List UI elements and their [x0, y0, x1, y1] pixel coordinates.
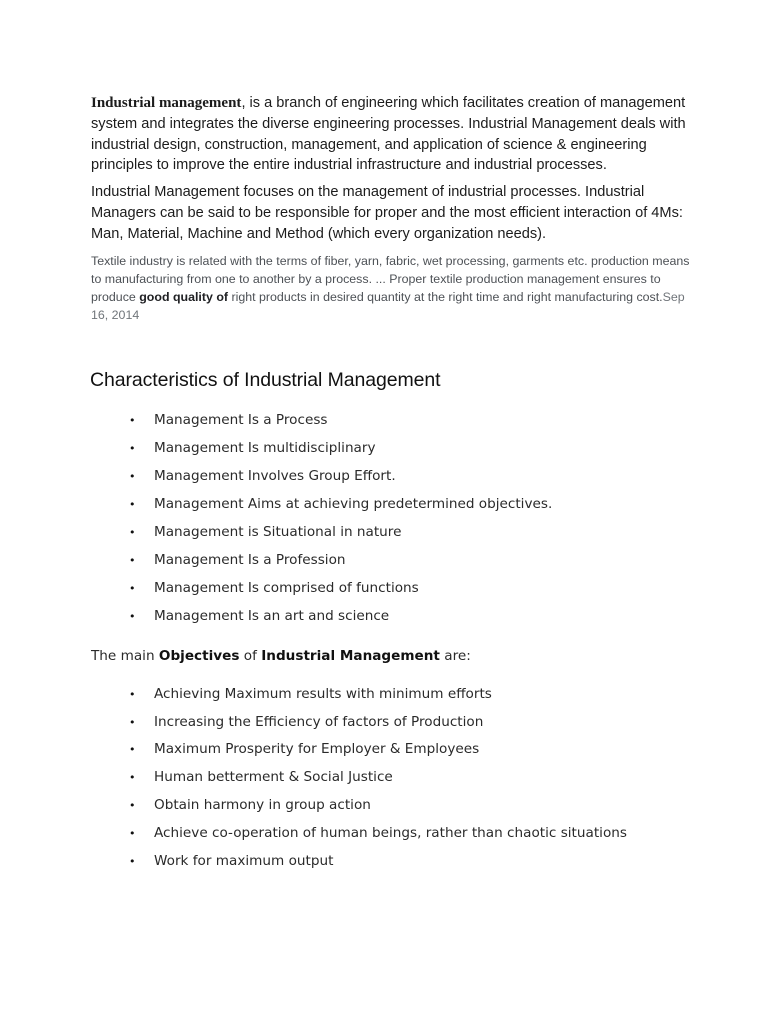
list-item-text: Management Aims at achieving predetermined objectives. — [154, 496, 553, 513]
list-item-text: Management Is a Process — [154, 412, 328, 429]
list-item — [90, 764, 691, 792]
list-item-text: Human betterment & Social Justice — [154, 769, 393, 786]
list-item — [90, 603, 691, 631]
list-item — [90, 848, 691, 876]
objectives-list — [91, 681, 691, 876]
bullet-icon: • — [129, 609, 136, 623]
bullet-icon: • — [129, 799, 136, 813]
list-item — [90, 792, 691, 820]
bullet-icon: • — [129, 470, 136, 484]
textile-snippet-text: Textile industry is related with the terms of fiber, yarn, fabric, wet processing, garments etc. production means to manufacturing from one to another by a process. ... Proper textile production management ensures to produce — [91, 253, 690, 304]
list-item-text: Management is Situational in nature — [154, 524, 402, 541]
list-item-text: Achieving Maximum results with minimum efforts — [154, 685, 492, 702]
characteristics-list — [91, 407, 691, 630]
list-item — [90, 547, 691, 575]
definition-paragraph — [91, 93, 691, 176]
bullet-icon: • — [129, 442, 136, 456]
list-item — [90, 820, 691, 848]
list-item — [90, 407, 691, 435]
list-item-text: Management Involves Group Effort. — [154, 468, 396, 485]
list-item — [90, 491, 691, 519]
textile-snippet-bold: good quality of — [139, 289, 229, 304]
characteristics-heading: Characteristics of Industrial Management — [90, 369, 441, 392]
bullet-icon: • — [129, 771, 136, 785]
objectives-intro-text: are: — [439, 647, 471, 664]
bullet-icon: • — [129, 827, 136, 841]
definition-text: , is a branch of engineering which facilitates creation of management system and integrates the diverse engineering processes. Industrial Management deals with industrial design, construction, management, and application of science & engineering principles to improve the entire industrial infrastructure and industrial processes. — [91, 95, 686, 174]
objectives-intro-bold: Objectives — [158, 647, 240, 664]
list-item-text: Management Is a Profession — [154, 551, 346, 568]
objectives-intro — [91, 646, 691, 666]
bullet-icon: • — [129, 715, 136, 729]
list-item — [90, 736, 691, 764]
textile-snippet-text-end: right products in desired quantity at the right time and right manufacturing cost. — [228, 289, 663, 304]
textile-snippet — [91, 252, 691, 325]
document-body — [91, 93, 691, 876]
snippet-date: Sep 16, 2014 — [91, 289, 685, 323]
list-item-text: Work for maximum output — [154, 853, 334, 870]
bullet-icon: • — [129, 498, 136, 512]
bullet-icon: • — [129, 526, 136, 540]
bullet-icon: • — [129, 581, 136, 595]
list-item — [90, 575, 691, 603]
bullet-icon: • — [129, 687, 136, 701]
list-item — [90, 435, 691, 463]
list-item-text: Management Is an art and science — [154, 607, 390, 624]
bullet-icon: • — [129, 553, 136, 567]
bullet-icon: • — [129, 855, 136, 869]
list-item — [90, 519, 691, 547]
list-item-text: Obtain harmony in group action — [154, 797, 371, 814]
list-item — [90, 681, 691, 709]
objectives-intro-bold: Industrial Management — [261, 647, 440, 664]
definition-term: Industrial management — [91, 95, 242, 111]
list-item-text: Management Is comprised of functions — [154, 579, 419, 596]
list-item-text: Increasing the Efficiency of factors of Production — [154, 713, 484, 730]
list-item-text: Management Is multidisciplinary — [154, 440, 376, 457]
focus-paragraph: Industrial Management focuses on the management of industrial processes. Industrial Managers can be said to be responsible for proper and the most efficient interaction of 4Ms: Man, Material, Machine and Method (which every organization needs). — [91, 184, 683, 242]
bullet-icon: • — [129, 414, 136, 428]
list-item-text: Maximum Prosperity for Employer & Employees — [154, 741, 480, 758]
objectives-intro-text: of — [239, 647, 262, 664]
list-item — [90, 463, 691, 491]
list-item — [90, 709, 691, 737]
list-item-text: Achieve co-operation of human beings, rather than chaotic situations — [154, 825, 627, 842]
objectives-intro-text: The main — [91, 647, 159, 664]
bullet-icon: • — [129, 743, 136, 757]
